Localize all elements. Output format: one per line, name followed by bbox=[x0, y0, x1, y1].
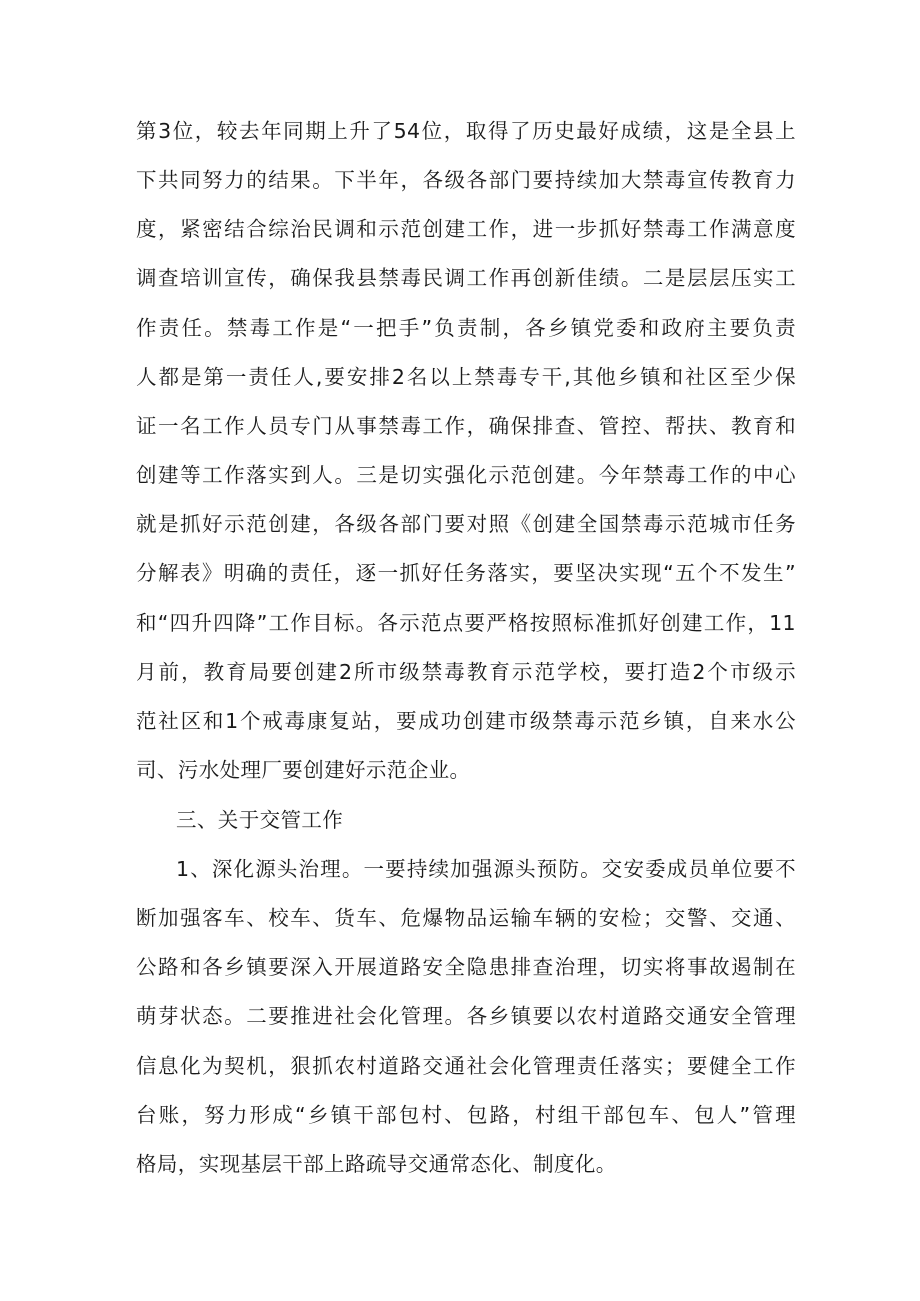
body-text-line: 格局，实现基层干部上路疏导交通常态化、制度化。 bbox=[136, 1152, 617, 1176]
body-text-line: 创建等工作落实到人。三是切实强化示范创建。今年禁毒工作的中心 bbox=[136, 463, 796, 487]
body-text-line: 月前，教育局要创建2所市级禁毒教育示范学校，要打造2个市级示 bbox=[136, 660, 796, 684]
body-text-line: 分解表》明确的责任，逐一抓好任务落实，要坚决实现“五个不发生” bbox=[136, 561, 796, 585]
body-text-line: 作责任。禁毒工作是“一把手”负责制，各乡镇党委和政府主要负责 bbox=[136, 316, 796, 340]
body-text-line: 第3位，较去年同期上升了54位，取得了历史最好成绩，这是全县上 bbox=[136, 119, 796, 143]
body-text-line: 证一名工作人员专门从事禁毒工作，确保排查、管控、帮扶、教育和 bbox=[136, 414, 796, 438]
body-text-line: 信息化为契机，狠抓农村道路交通社会化管理责任落实；要健全工作 bbox=[136, 1054, 796, 1078]
body-text-line: 下共同努力的结果。下半年，各级各部门要持续加大禁毒宣传教育力 bbox=[136, 168, 796, 192]
body-text-line: 断加强客车、校车、货车、危爆物品运输车辆的安检；交警、交通、 bbox=[136, 906, 796, 930]
section-heading: 三、关于交管工作 bbox=[176, 808, 344, 832]
body-text-line: 就是抓好示范创建，各级各部门要对照《创建全国禁毒示范城市任务 bbox=[136, 512, 796, 536]
body-text-line: 调查培训宣传，确保我县禁毒民调工作再创新佳绩。二是层层压实工 bbox=[136, 266, 796, 290]
body-text-line: 萌芽状态。二要推进社会化管理。各乡镇要以农村道路交通安全管理 bbox=[136, 1004, 796, 1028]
body-text-line: 司、污水处理厂要创建好示范企业。 bbox=[136, 758, 471, 782]
body-text-line: 范社区和1个戒毒康复站，要成功创建市级禁毒示范乡镇，自来水公 bbox=[136, 709, 796, 733]
body-text-line: 1、深化源头治理。一要持续加强源头预防。交安委成员单位要不 bbox=[176, 857, 796, 881]
body-text-line: 公路和各乡镇要深入开展道路安全隐患排查治理，切实将事故遏制在 bbox=[136, 955, 796, 979]
body-text-line: 度，紧密结合综治民调和示范创建工作，进一步抓好禁毒工作满意度 bbox=[136, 217, 796, 241]
body-text-line: 和“四升四降”工作目标。各示范点要严格按照标准抓好创建工作，11 bbox=[136, 611, 796, 635]
body-text-line: 台账，努力形成“乡镇干部包村、包路，村组干部包车、包人”管理 bbox=[136, 1103, 796, 1127]
body-text-line: 人都是第一责任人,要安排2名以上禁毒专干,其他乡镇和社区至少保 bbox=[136, 365, 796, 389]
